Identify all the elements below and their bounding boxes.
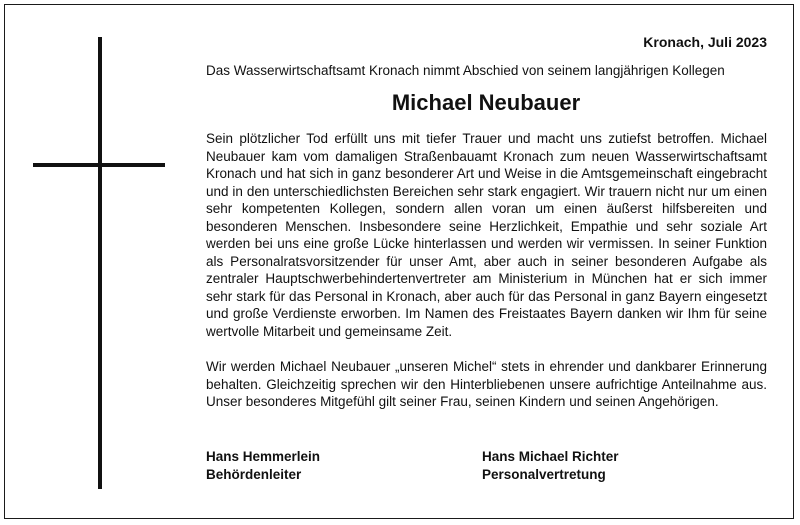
tribute-paragraph: Sein plötzlicher Tod erfüllt uns mit tiefer Trauer und macht uns zutiefst betroffen. Michael Neubauer kam vom damaligen Straßenbauamt Kronach zum neuen Wasserwirtschaftsamt Kronach und hat sich in ganz besonderer Art und Weise in die Amtsgemeinschaft eingebracht und in den unterschiedlichsten Bereichen sehr stark engagiert. Wir trauern nicht nur um einen sehr kompetenten Kollegen, sondern allen voran um einen äußerst hilfsbereiten und besonderen Menschen. Insbesondere seine Herzlichkeit, Empathie und sehr soziale Art werden bei uns eine große Lücke hinterlassen und werden wir vermissen. In seiner Funktion als Personalratsvorsitzender für unser Amt, aber auch in seiner besonderen Aufgabe als zentraler Hauptschwerbehindertenvertreter am Ministerium in München hat er sich immer sehr stark für das Personal in Kronach, aber auch für das Personal in ganz Bayern eingesetzt und große Verdienste erworben. Im Namen des Freistaates Bayern danken wir Ihm für seine wertvolle Mitarbeit und gemeinsame Zeit. <box>206 131 767 340</box>
intro-line: Das Wasserwirtschaftsamt Kronach nimmt Abschied von seinem langjährigen Kollegen <box>206 63 725 78</box>
cross-icon-horizontal-bar <box>33 163 165 167</box>
cross-icon-vertical-bar <box>98 37 102 489</box>
signatory-name: Hans Michael Richter <box>482 449 619 464</box>
signatory-role: Personalvertretung <box>482 466 606 482</box>
condolence-paragraph: Wir werden Michael Neubauer „unseren Michel“ stets in ehrender und dankbarer Erinnerung behalten. Gleichzeitig sprechen wir den Hinterbliebenen unsere aufrichtige Anteilnahme aus. Unser besonderes Mitgefühl gilt seiner Frau, seinen Kindern und seinen Angehörigen. <box>206 359 767 410</box>
signatory-name: Hans Hemmerlein <box>206 449 321 464</box>
deceased-name: Michael Neubauer <box>391 90 581 115</box>
signature-block-right <box>482 448 619 483</box>
signatory-role: Behördenleiter <box>206 466 302 482</box>
place-date: Kronach, Juli 2023 <box>643 34 767 50</box>
signature-block-left <box>206 448 320 483</box>
signatures <box>206 448 766 488</box>
